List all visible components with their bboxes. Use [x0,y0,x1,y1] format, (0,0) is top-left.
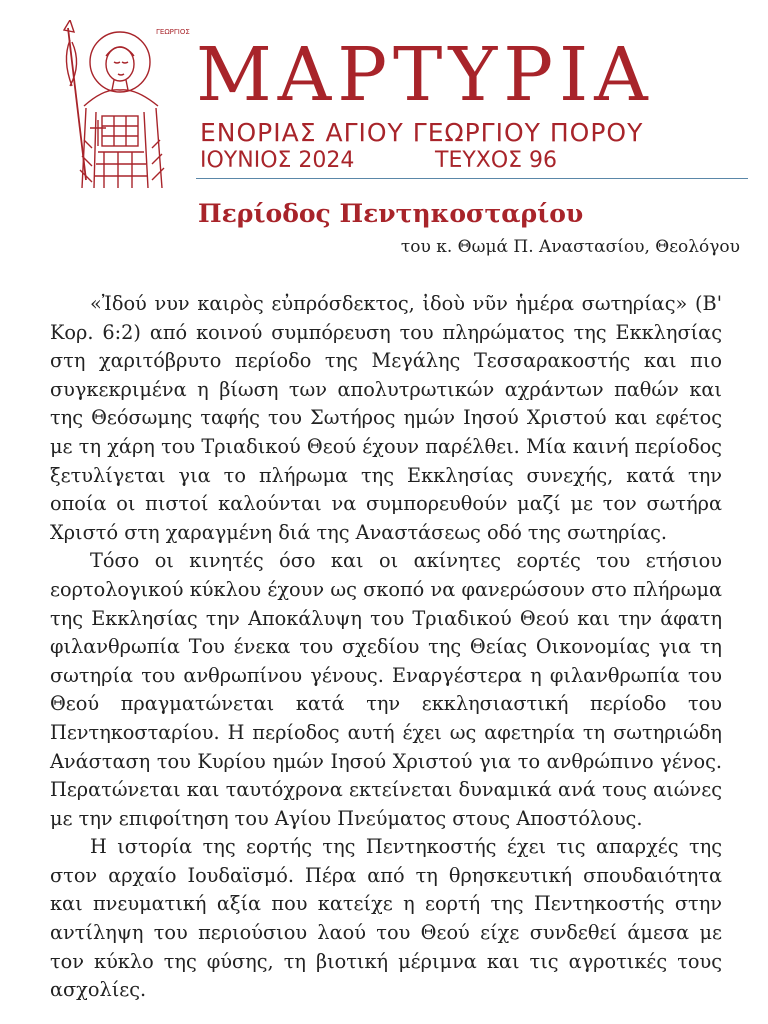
issue-date: ΙΟΥΝΙΟΣ 2024 [200,148,355,173]
saint-george-illustration [34,20,194,190]
article-author: του κ. Θωμά Π. Αναστασίου, Θεολόγου [400,237,740,257]
icon-label: ΓΕΩΡΓΙΟΣ [156,28,190,36]
newsletter-title: ΜΑΡΤΥΡΙΑ [196,32,654,118]
parish-name: ΕΝΟΡΙΑΣ ΑΓΙΟΥ ΓΕΩΡΓΙΟΥ ΠΟΡΟΥ [200,118,644,147]
paragraph: Η ιστορία της εορτής της Πεντηκοστής έχει τις απαρχές της στον αρχαίο Ιουδαϊσμό. Πέρα από τη θρησκευτική σπουδαιότητα και πνευματική αξία που κατείχε η εορτή της Πεντηκοστής στην αντίληψη του περιούσιου λαού του Θεού είχε συνδεθεί άμεσα με τον κύκλο της φύσης, τη βιοτική μέριμνα και τις αγροτικές τους ασχολίες. [50,835,722,1002]
issue-line [200,148,557,173]
paragraph: «Ἰδού νυν καιρὸς εὐπρόσδεκτος, ἰδοὺ νῦν ἡμέρα σωτηρίας» (Β' Κορ. 6:2) από κοινού συμπόρευση του πληρώματος της Εκκλησίας στη χαριτόβρυτο περίοδο της Μεγάλης Τεσσαρακοστής και πιο συγκεκριμένα η βίωση των απολυτρωτικών αχράντων παθών και της Θεόσωμης ταφής του Σωτήρος ημών Ιησού Χριστού και εφέτος με τη χάρη του Τριαδικού Θεού έχουν παρέλθει. Μία καινή περίοδος ξετυλίγεται για το πλήρωμα της Εκκλησίας συνεχής, κατά την οποία οι πιστοί καλούνται να συμπορευθούν μαζί με τον σωτήρα Χριστό στη χαραγμένη διά της Αναστάσεως οδό της σωτηρίας. [50,292,722,544]
article-title: Περίοδος Πεντηκοσταρίου [198,199,584,228]
saint-george-icon [34,20,194,190]
header-divider [196,178,748,179]
issue-number: ΤΕΥΧΟΣ 96 [435,148,558,173]
article-body [50,290,722,1005]
paragraph: Τόσο οι κινητές όσο και οι ακίνητες εορτές του ετήσιου εορτολογικού κύκλου έχουν ως σκοπό να φανερώσουν στο πλήρωμα της Εκκλησίας την Αποκάλυψη του Τριαδικού Θεού και την άφατη φιλανθρωπία Του ένεκα του σχεδίου της Θείας Οικονομίας για τη σωτηρία του ανθρωπίνου γένους. Εναργέστερα η φιλανθρωπία του Θεού πραγματώνεται κατά την εκκλησιαστική περίοδο του Πεντηκοσταρίου. Η περίοδος αυτή έχει ως αφετηρία τη σωτηριώδη Ανάσταση του Κυρίου ημών Ιησού Χριστού για το ανθρώπινο γένος. Περατώνεται και ταυτόχρονα εκτείνεται δυναμικά ανά τους αιώνες με την επιφοίτηση του Αγίου Πνεύματος στους Αποστόλους. [50,549,722,830]
